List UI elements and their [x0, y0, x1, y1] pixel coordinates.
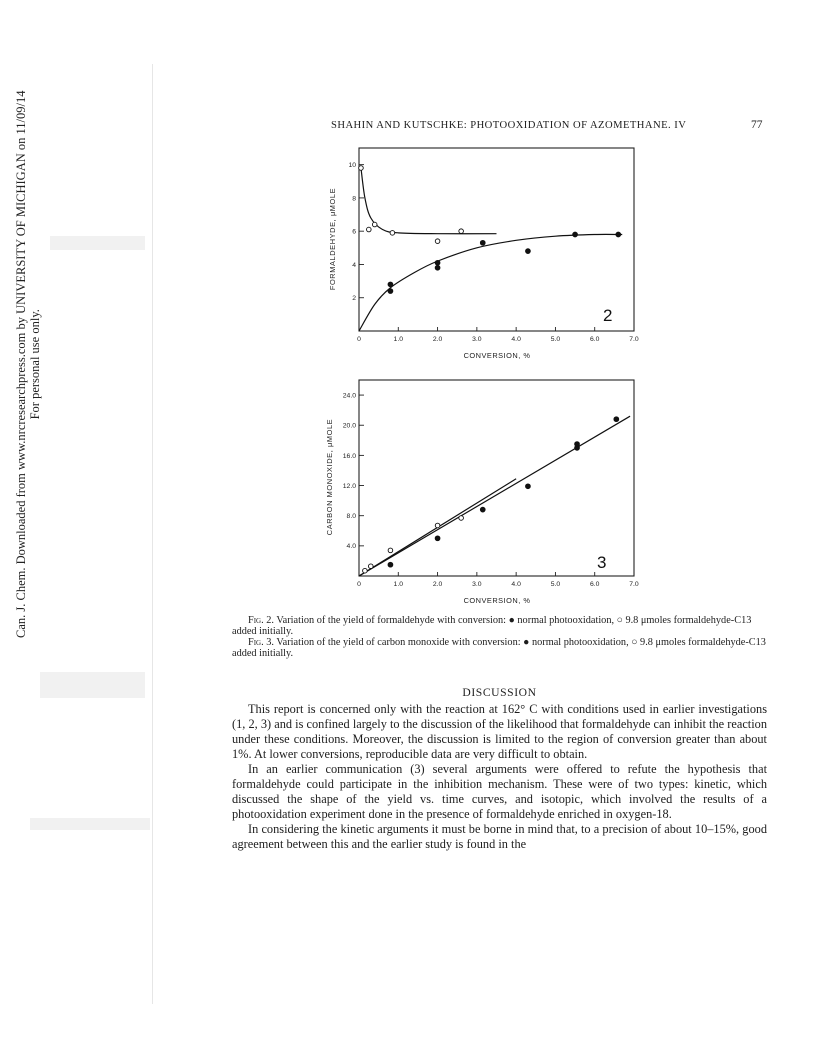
- running-head: SHAHIN AND KUTSCHKE: PHOTOOXIDATION OF AZOMETHANE. IV: [331, 120, 687, 131]
- figure3-series-1-point: [435, 536, 440, 541]
- figure2-series-2-point: [367, 227, 372, 232]
- figure2-x-tick-label: 1.0: [393, 336, 404, 343]
- fig3-x-axis-label: CONVERSION, %: [463, 596, 531, 605]
- figure2-series-2-point: [459, 229, 464, 234]
- figure2-series-1-point: [480, 240, 485, 245]
- discussion-paragraph-3: In considering the kinetic arguments it must be borne in mind that, to a precision of about 10–15%, good agreement between this and the earlier study is found in the: [232, 822, 767, 852]
- fig2-panel-number: 2: [603, 306, 613, 325]
- page-number: 77: [751, 119, 763, 131]
- open-circle-icon: ○: [616, 615, 623, 626]
- scan-smudge: [50, 236, 145, 250]
- figure3-y-tick-label: 20.0: [342, 422, 356, 430]
- figure-2-chart: [320, 145, 650, 365]
- figure2-x-tick-label: 7.0: [629, 336, 639, 343]
- figure-3-caption: [232, 638, 767, 659]
- discussion-paragraph-2: In an earlier communication (3) several arguments were offered to refute the hypothesis that formaldehyde could participate in the inhibition mechanism. These were of two types: kinetic, which discussed the shape of the yield vs. time curves, and isotopic, which involved the results of a photooxidation experiment done in the presence of formaldehyde enriched in oxygen-18.: [232, 762, 767, 822]
- fig3-caption-text-c: 9.8 μmoles formaldehyde-C13 added initially.: [232, 637, 766, 659]
- figure3-x-tick-label: 2.0: [432, 581, 443, 588]
- figure3-x-tick-label: 7.0: [629, 581, 639, 588]
- fig2-caption-text-b: normal photooxidation,: [517, 615, 615, 626]
- figure3-x-tick-label: 3.0: [472, 581, 482, 588]
- figure2-y-tick-label: 2: [352, 295, 356, 303]
- figure3-series-1-point: [526, 484, 531, 489]
- fig2-caption-text-c: 9.8 μmoles formaldehyde-C13 added initially.: [232, 615, 752, 637]
- figure-3-chart: [320, 380, 650, 610]
- figure2-series-2-line: [361, 168, 497, 234]
- figure3-x-tick-label: 4.0: [511, 581, 521, 588]
- scan-smudge: [30, 818, 150, 830]
- figure2-x-tick-label: 2.0: [432, 336, 443, 343]
- figure3-series-2-point: [363, 568, 368, 573]
- figure3-series-1-point: [614, 417, 619, 422]
- figure2-series-1-point: [573, 232, 578, 237]
- figure2-series-1-point: [388, 289, 393, 294]
- figure2-x-tick-label: 6.0: [589, 336, 600, 343]
- figure3-y-tick-label: 4.0: [346, 543, 356, 551]
- section-heading-discussion: DISCUSSION: [462, 686, 537, 699]
- figure2-x-tick-label: 0: [357, 336, 361, 343]
- fig2-x-axis-label: CONVERSION, %: [463, 351, 531, 360]
- figure2-y-tick-label: 6: [352, 228, 356, 236]
- figure2-series-1-point: [435, 265, 440, 270]
- figure2-y-tick-label: 10: [348, 162, 356, 170]
- figure3-series-1-point: [388, 562, 393, 567]
- fig2-curves: [359, 168, 622, 331]
- figure2-series-1-point: [526, 249, 531, 254]
- figure3-x-tick-label: 1.0: [393, 581, 404, 588]
- figure2-x-tick-label: 4.0: [511, 336, 521, 343]
- download-notice-line-1: Can. J. Chem. Downloaded from www.nrcresearchpress.com by UNIVERSITY OF MICHIGAN on 11/09/14: [14, 90, 28, 638]
- fig3-panel-number: 3: [597, 553, 607, 572]
- figure2-x-tick-label: 5.0: [550, 336, 561, 343]
- fig3-y-axis-label: CARBON MONOXIDE, μMOLE: [325, 418, 334, 536]
- figure-2-caption: [232, 616, 767, 637]
- discussion-paragraph-1: This report is concerned only with the reaction at 162° C with conditions used in earlier investigations (1, 2, 3) and is confined largely to the discussion of the likelihood that formaldehyde can inhibit the reaction under these conditions. Moreover, the discussion is limited to the region of conversion greater than about 1%. At lower conversions, reproducible data are very difficult to obtain.: [232, 702, 767, 762]
- fig3-x-ticks: [357, 572, 639, 588]
- figure3-y-tick-label: 24.0: [342, 392, 356, 400]
- download-notice-line-2: For personal use only.: [28, 309, 42, 420]
- discussion-body: [232, 702, 767, 852]
- fig3-caption-text-a: Variation of the yield of carbon monoxide with conversion:: [276, 637, 521, 648]
- figure3-series-2-point: [459, 516, 464, 521]
- figure3-series-1-point: [575, 442, 580, 447]
- filled-circle-icon: ●: [523, 637, 530, 648]
- figure3-x-tick-label: 0: [357, 581, 361, 588]
- fig3-caption-text-b: normal photooxidation,: [531, 637, 629, 648]
- figure3-x-tick-label: 5.0: [550, 581, 561, 588]
- fig3-y-ticks: [343, 392, 364, 550]
- filled-circle-icon: ●: [508, 615, 515, 626]
- download-notice: [4, 90, 44, 648]
- fig3-caption-label: Fig. 3.: [248, 637, 274, 648]
- open-circle-icon: ○: [631, 637, 638, 648]
- fig3-curves: [359, 416, 630, 576]
- fig2-y-axis-label: FORMALDEHYDE, μMOLE: [328, 187, 337, 291]
- fig3-plot-frame: [359, 380, 634, 576]
- figure3-series-2-point: [435, 523, 440, 528]
- fig2-caption-text-a: Variation of the yield of formaldehyde with conversion:: [276, 615, 506, 626]
- scan-smudge: [40, 672, 145, 698]
- fig2-caption-label: Fig. 2.: [248, 615, 274, 626]
- figure2-series-1-point: [388, 282, 393, 287]
- figure2-series-1-point: [616, 232, 621, 237]
- fig2-y-ticks: [348, 162, 364, 302]
- figure2-y-tick-label: 4: [352, 261, 356, 269]
- figure3-series-2-point: [368, 564, 373, 569]
- figure3-series-1-line: [359, 416, 630, 576]
- figure3-y-tick-label: 16.0: [342, 452, 356, 460]
- figure3-x-tick-label: 6.0: [589, 581, 600, 588]
- figure2-x-tick-label: 3.0: [472, 336, 482, 343]
- figure3-series-1-point: [480, 507, 485, 512]
- figure2-series-2-point: [372, 222, 377, 227]
- figure2-y-tick-label: 8: [352, 195, 356, 203]
- figure2-series-1-line: [359, 234, 622, 331]
- fig2-x-ticks: [357, 327, 639, 343]
- figure2-series-1-point: [435, 260, 440, 265]
- figure2-series-2-point: [359, 166, 364, 171]
- scan-gutter-line: [152, 64, 153, 1004]
- figure3-y-tick-label: 8.0: [346, 513, 356, 521]
- figure3-y-tick-label: 12.0: [342, 482, 356, 490]
- fig2-points: [359, 166, 621, 294]
- figure2-series-2-point: [435, 239, 440, 244]
- fig2-plot-frame: [359, 148, 634, 331]
- figure2-series-2-point: [390, 231, 395, 236]
- figure3-series-2-point: [388, 548, 393, 553]
